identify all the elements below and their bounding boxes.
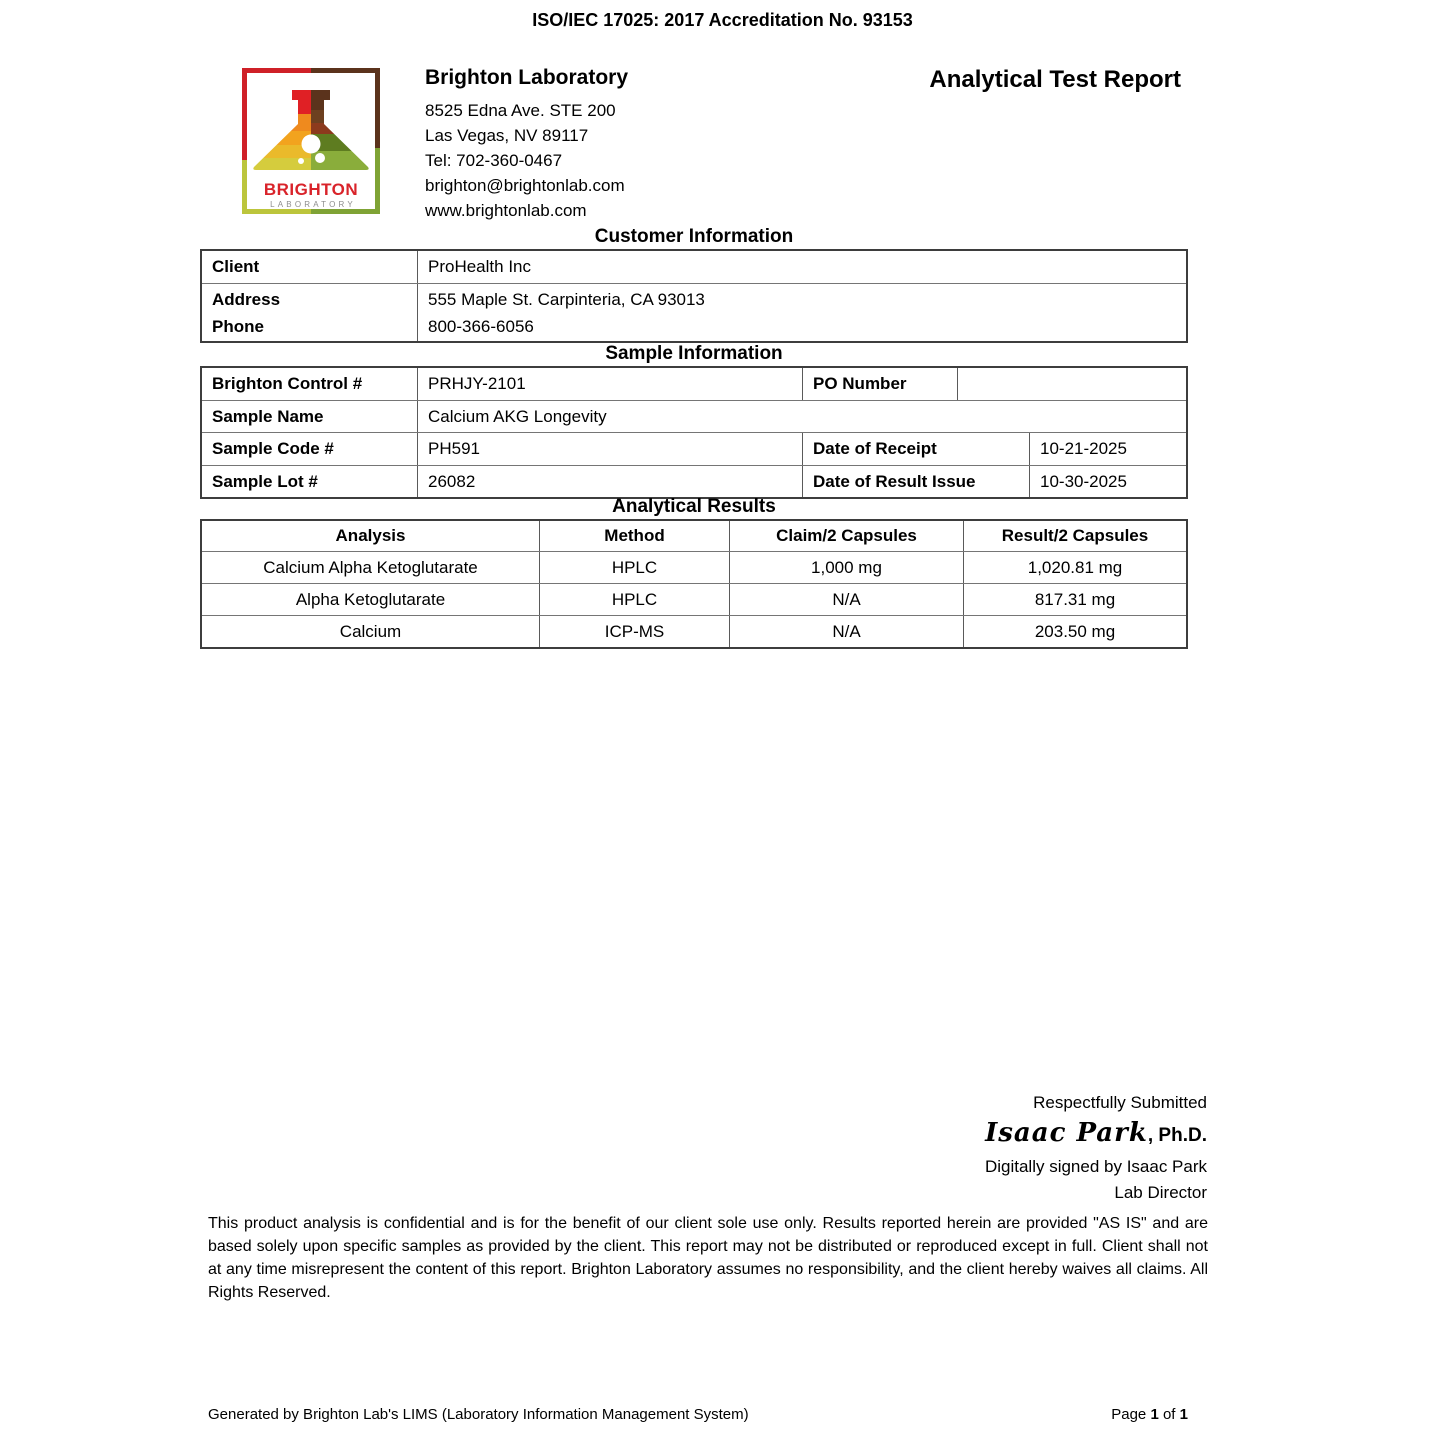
control-number-value: PRHJY-2101 bbox=[418, 368, 803, 400]
date-of-result-issue-value: 10-30-2025 bbox=[1040, 471, 1127, 491]
sample-code-label: Sample Code # bbox=[202, 433, 418, 465]
analytical-results-table bbox=[200, 519, 1188, 649]
sample-code-value: PH591 bbox=[418, 433, 803, 465]
address-phone-values bbox=[418, 284, 1186, 341]
sample-name-label: Sample Name bbox=[202, 401, 418, 432]
flask-logo-icon bbox=[240, 66, 382, 216]
sample-information-table bbox=[200, 366, 1188, 499]
sample-lot-label: Sample Lot # bbox=[202, 466, 418, 497]
analysis-name: Calcium Alpha Ketoglutarate bbox=[202, 552, 540, 583]
table-row bbox=[202, 432, 1186, 465]
analysis-method: ICP-MS bbox=[540, 616, 730, 647]
po-number-label: PO Number bbox=[803, 368, 958, 400]
disclaimer-text: This product analysis is confidential and is for the benefit of our client sole use only. Results reported herein are provided "AS IS" and are based solely upon specific samples as provided by the client. This report may not be distributed or reproduced except in full. Client shall not at any time misrepresent the content of this report. Brighton Laboratory assumes no responsibility, and the client hereby waives all claims. All Rights Reserved. bbox=[208, 1215, 1208, 1301]
lab-info-block bbox=[425, 66, 628, 223]
po-number-value bbox=[958, 368, 1186, 400]
footer-page-indicator bbox=[1111, 1406, 1188, 1423]
table-row bbox=[202, 551, 1186, 583]
table-row bbox=[202, 368, 1186, 400]
signature-script: Isaac Park bbox=[985, 1118, 1148, 1148]
date-of-result-issue-label: Date of Result Issue bbox=[803, 466, 1030, 497]
customer-information-heading: Customer Information bbox=[594, 226, 794, 247]
lab-website: www.brightonlab.com bbox=[425, 201, 587, 220]
analysis-method: HPLC bbox=[540, 584, 730, 615]
signature-name-line bbox=[985, 1116, 1207, 1154]
client-value: ProHealth Inc bbox=[428, 257, 531, 276]
respectfully-submitted: Respectfully Submitted bbox=[1033, 1093, 1207, 1112]
analysis-result: 203.50 mg bbox=[1034, 621, 1116, 641]
lab-address-line2: Las Vegas, NV 89117 bbox=[425, 126, 589, 145]
client-label: Client bbox=[202, 251, 418, 283]
analysis-method: HPLC bbox=[540, 552, 730, 583]
lab-email: brighton@brightonlab.com bbox=[425, 176, 625, 195]
of-word: of bbox=[1162, 1406, 1176, 1423]
lab-phone: Tel: 702-360-0467 bbox=[425, 151, 563, 170]
report-title: Analytical Test Report bbox=[929, 66, 1181, 93]
table-row bbox=[202, 465, 1186, 497]
control-number-label: Brighton Control # bbox=[202, 368, 418, 400]
table-row bbox=[202, 283, 1186, 341]
address-phone-labels bbox=[202, 284, 418, 341]
column-header-result: Result/2 Capsules bbox=[1001, 526, 1149, 545]
footer-generated-by: Generated by Brighton Lab's LIMS (Laboratory Information Management System) bbox=[208, 1406, 749, 1423]
lab-address-line1: 8525 Edna Ave. STE 200 bbox=[425, 101, 616, 120]
date-of-receipt-label: Date of Receipt bbox=[803, 433, 1030, 465]
column-header-method: Method bbox=[540, 521, 730, 551]
customer-information-table bbox=[200, 249, 1188, 343]
logo-sub-text: LABORATORY bbox=[270, 200, 356, 209]
page-total: 1 bbox=[1179, 1406, 1188, 1423]
date-of-receipt-value: 10-21-2025 bbox=[1040, 439, 1127, 458]
analysis-claim: 1,000 mg bbox=[730, 552, 964, 583]
analysis-name: Alpha Ketoglutarate bbox=[202, 584, 540, 615]
table-row bbox=[202, 583, 1186, 615]
page-number: 1 bbox=[1150, 1406, 1159, 1423]
lab-name: Brighton Laboratory bbox=[425, 66, 628, 89]
sample-name-value: Calcium AKG Longevity bbox=[428, 406, 607, 426]
analysis-result: 1,020.81 mg bbox=[1027, 557, 1123, 577]
analysis-name: Calcium bbox=[202, 616, 540, 647]
analysis-claim: N/A bbox=[730, 584, 964, 615]
signature-degree: , Ph.D. bbox=[1147, 1125, 1207, 1146]
digitally-signed-line: Digitally signed by Isaac Park bbox=[984, 1157, 1207, 1176]
signature-block bbox=[985, 1090, 1207, 1206]
page-word: Page bbox=[1111, 1406, 1147, 1423]
logo-brand-text: BRIGHTON bbox=[263, 180, 359, 199]
column-header-claim: Claim/2 Capsules bbox=[730, 521, 964, 551]
sample-information-heading: Sample Information bbox=[605, 343, 783, 364]
lab-logo bbox=[240, 66, 382, 216]
sample-lot-value: 26082 bbox=[418, 466, 803, 497]
table-row bbox=[202, 400, 1186, 432]
table-row bbox=[202, 251, 1186, 283]
address-label: Address bbox=[212, 289, 281, 309]
column-header-analysis: Analysis bbox=[202, 521, 540, 551]
table-header-row bbox=[202, 521, 1186, 551]
phone-value: 800-366-6056 bbox=[428, 316, 534, 336]
analysis-claim: N/A bbox=[730, 616, 964, 647]
address-value: 555 Maple St. Carpinteria, CA 93013 bbox=[428, 289, 705, 309]
lab-director-line: Lab Director bbox=[1114, 1183, 1207, 1202]
analytical-results-heading: Analytical Results bbox=[612, 496, 776, 517]
accreditation-line: ISO/IEC 17025: 2017 Accreditation No. 93153 bbox=[532, 10, 913, 30]
phone-label: Phone bbox=[212, 316, 264, 336]
analysis-result: 817.31 mg bbox=[1034, 589, 1116, 609]
table-row bbox=[202, 615, 1186, 647]
